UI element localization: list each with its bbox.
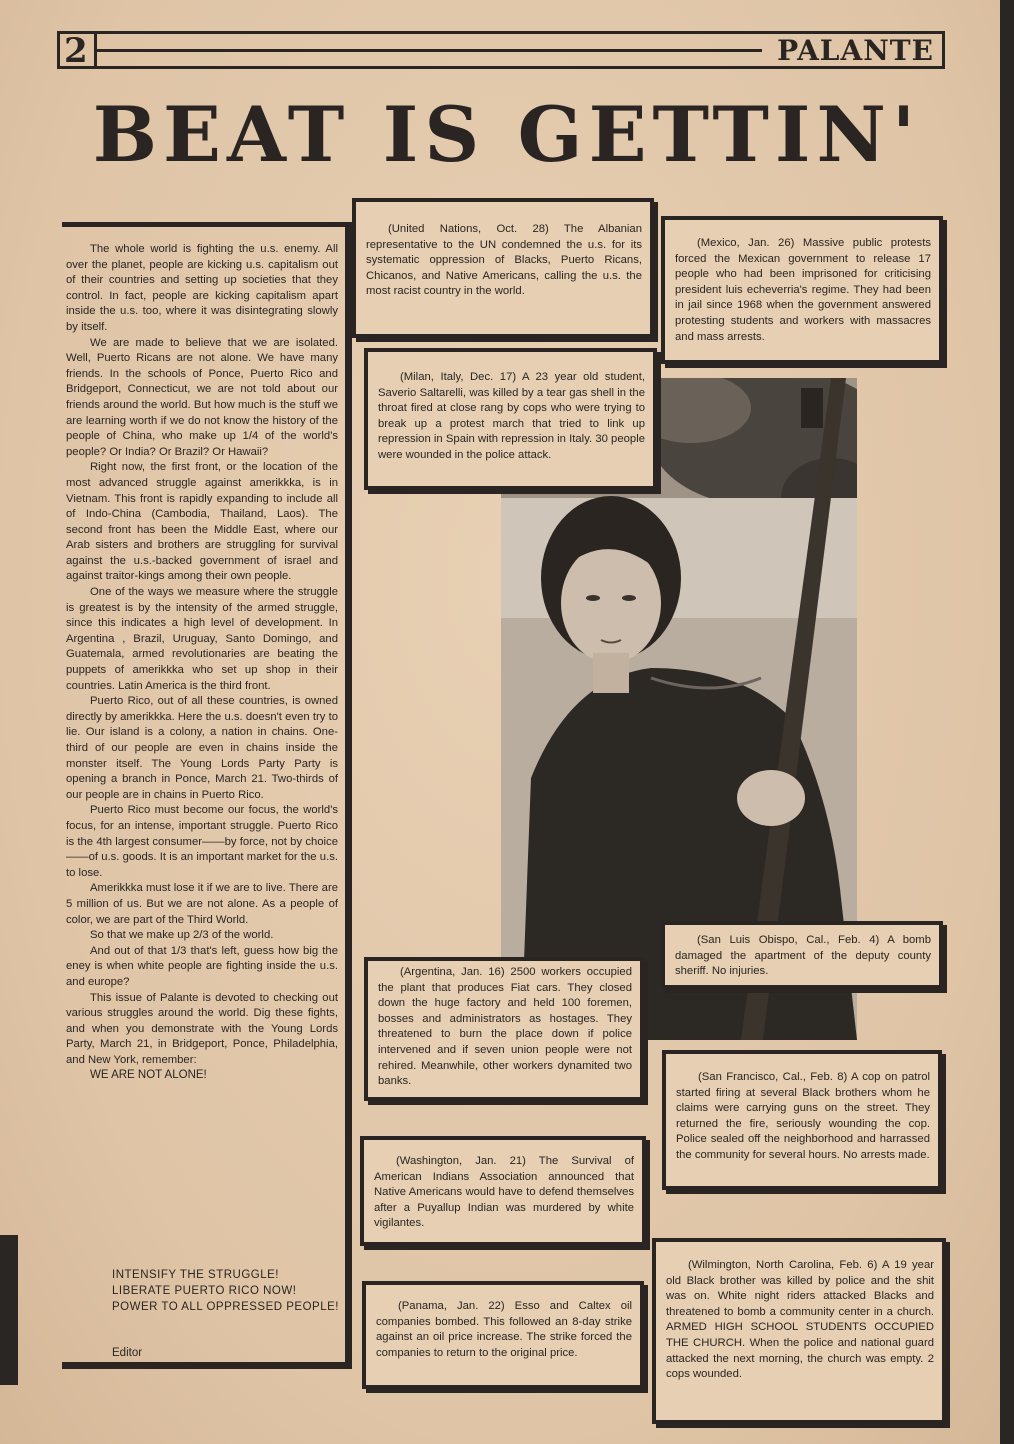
- scan-edge: [0, 1235, 18, 1385]
- news-brief-mexico: [661, 216, 943, 364]
- news-text: (Mexico, Jan. 26) Massive public protests forced the Mexican government to release 17 people who had been imprisoned for criticising president luis echeverria's regime. They had been in jail since 1968 when the government answered protesting students and workers with massacres and mass arrests.: [675, 237, 931, 343]
- editor-signoff: Editor: [112, 1347, 143, 1359]
- news-brief-un: [352, 198, 654, 338]
- news-brief-san-luis-obispo: [661, 921, 943, 989]
- editorial-paragraph: Puerto Rico, out of all these countries, is owned directly by amerikkka. Here the u.s. doesn't even try to lie. Our island is a colony, a nation in chains. One-third of our people are even in chains inside the monster itself. The Young Lords Party Party is opening a branch in Ponce, March 21. Two-thirds of our people are in chains in Puerto Rico.: [66, 695, 338, 801]
- editorial-paragraph: Right now, the first front, or the location of the most advanced struggle against amerikkka, is in Vietnam. This front is rapidly expanding to include all of Indo-China (Cambodia, Thailand, Laos). The second front has been the Middle East, where our Arab sisters and brothers are struggling for survival against the u.s.-backed government of israel and against traitor-kings among their own people.: [66, 461, 338, 583]
- masthead: PALANTE: [777, 34, 934, 67]
- editorial-paragraph: Amerikkka must lose it if we are to live. There are 5 million of us. But we are not alone. As a people of color, we are part of the Third World.: [66, 882, 338, 926]
- news-text: (United Nations, Oct. 28) The Albanian representative to the UN condemned the u.s. for its systematic oppression of Blacks, Puerto Ricans, Chicanos, and Native Americans, calling the u.s. the most racist country in the world.: [366, 223, 642, 298]
- editorial-paragraph: So that we make up 2/3 of the world.: [90, 929, 274, 942]
- page-number: 2: [64, 31, 88, 71]
- page-number-box: [60, 31, 97, 71]
- editorial-column: [62, 222, 352, 1369]
- news-text: (Milan, Italy, Dec. 17) A 23 year old student, Saverio Saltarelli, was killed by a tear gas shell in the throat fired at close rang by cops who were trying to break up a protest march that tried to link up repression in Spain with repression in Italy. 30 people were wounded in the police attack.: [378, 371, 645, 461]
- page-header: [57, 31, 945, 69]
- news-brief-argentina: [364, 957, 644, 1101]
- news-text: (San Luis Obispo, Cal., Feb. 4) A bomb damaged the apartment of the deputy county sheriff. No injuries.: [675, 934, 931, 978]
- editorial-paragraph: We are made to believe that we are isolated. Well, Puerto Ricans are not alone. We have many friends. In the schools of Ponce, Puerto Rico and Bridgeport, Connecticut, we are not told about our friends around the world. But how much is the stuff we are learning worth if we do not know the history of the people of China, who make up 1/4 of the world's people? Or India? Or Brazil? Or Hawaii?: [66, 336, 338, 458]
- news-brief-milan: [364, 348, 657, 490]
- header-rule: [96, 49, 762, 52]
- scan-edge: [1000, 0, 1014, 1444]
- slogan: INTENSIFY THE STRUGGLE!: [112, 1269, 279, 1281]
- news-text: (Washington, Jan. 21) The Survival of American Indians Association announced that Native Americans would have to defend themselves after a Puyallup Indian was murdered by white vigilantes.: [374, 1155, 634, 1230]
- slogan: LIBERATE PUERTO RICO NOW!: [112, 1285, 297, 1297]
- editorial-paragraph: One of the ways we measure where the struggle is greatest is by the intensity of the armed struggle, since this indicates a high level of development. In Argentina , Brazil, Uruguay, Santo Domingo, and Guatemala, armed revolutionaries are beating the puppets of amerikkka who set up shop in their countries. Latin America is the third front.: [66, 586, 338, 692]
- editorial-paragraph: This issue of Palante is devoted to checking out various struggles around the world. Dig these fights, and when you demonstrate with the Young Lords Party, March 21, in Bridgeport, Ponce, Philadelphia, and New York, remember:: [66, 991, 338, 1066]
- news-brief-washington: [360, 1136, 646, 1246]
- editorial-paragraph: Puerto Rico must become our focus, the world's focus, for an intense, important struggle. Puerto Rico is the 4th largest consumer——by force, not by choice——of u.s. goods. It is an important market for the u.s. to lose.: [66, 804, 338, 879]
- news-text: (San Francisco, Cal., Feb. 8) A cop on patrol started firing at several Black brothers whom he claims were carrying guns on the street. They returned the fire, seriously wounding the cop. Police sealed off the neighborhood and harrassed the community for several hours. No arrests made.: [676, 1071, 930, 1161]
- news-brief-panama: [362, 1281, 644, 1389]
- news-text: (Panama, Jan. 22) Esso and Caltex oil companies bombed. This followed an 8-day strike against an oil price increase. The strike forced the companies to return to the original price.: [376, 1300, 632, 1359]
- editorial-paragraph: And out of that 1/3 that's left, guess how big the eney is when white people are fighting inside the u.s. and europe?: [66, 944, 338, 988]
- news-text: (Argentina, Jan. 16) 2500 workers occupied the plant that produces Fiat cars. They closed down the huge factory and held 100 foremen, bosses and administrators as hostages. They threatened to burn the place down if police intervened and if seven union people were not rehired. Meanwhile, other workers dynamited two banks.: [378, 966, 632, 1088]
- editorial-body: [66, 242, 338, 1084]
- news-text: (Wilmington, North Carolina, Feb. 6) A 19 year old Black brother was killed by police and the shit was on. White night riders attacked Blacks and threatened to bomb a community center in a church. ARMED HIGH SCHOOL STUDENTS OCCUPIED THE CHURCH. When the police and national guard attacked the next morning, the church was empty. 2 cops wounded.: [666, 1259, 934, 1381]
- editorial-paragraph: The whole world is fighting the u.s. enemy. All over the planet, people are kicking u.s. capitalism out of their countries and setting up societies that they control. In fact, people are kicking capitalism apart inside the u.s. too, where it was disintegrating slowly by itself.: [66, 243, 338, 333]
- slogan: POWER TO ALL OPPRESSED PEOPLE!: [112, 1301, 339, 1313]
- slogans: [112, 1267, 340, 1315]
- news-brief-san-francisco: [662, 1050, 942, 1190]
- news-brief-wilmington: [652, 1238, 946, 1424]
- editorial-shout: WE ARE NOT ALONE!: [90, 1069, 207, 1082]
- headline: BEAT IS GETTIN': [92, 90, 922, 179]
